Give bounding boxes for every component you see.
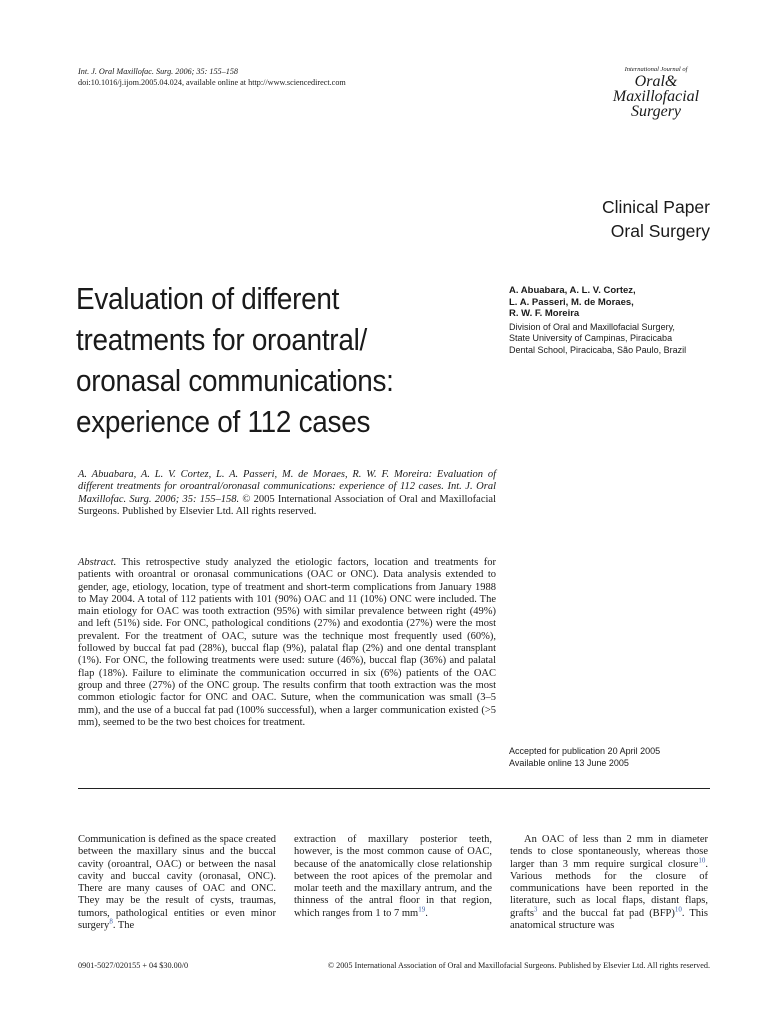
- citation-copyright: © 2005 International Association of Oral and Maxillofacial Surgeons. Published by Elsevier Ltd. All rights reserved.: [78, 493, 496, 517]
- publication-dates: [509, 746, 724, 769]
- journal-meta: [78, 66, 346, 88]
- journal-logo: [600, 66, 712, 119]
- accepted-date: Accepted for publication 20 April 2005: [509, 746, 661, 756]
- citation-italic: A. Abuabara, A. L. V. Cortez, L. A. Passeri, M. de Moraes, R. W. F. Moreira: Evaluation of different treatments for oroantral/oronasal communications: experience of 112 cases. Int. J. Oral Maxillofac. Surg. 2006; 35: 155–158.: [78, 469, 496, 505]
- body-column-1: [78, 834, 276, 932]
- author-names-line: A. Abuabara, A. L. V. Cortez,: [509, 285, 636, 296]
- body-text: and the buccal fat pad (BFP): [537, 907, 675, 919]
- article-title: Evaluation of different treatments for oroantral/ oronasal communications: experience of 112 cases: [76, 281, 394, 439]
- body-text: . Various methods for the closure of communications have been reported in the literature, such as local flaps, distant flaps, grafts: [510, 858, 708, 919]
- paper-type: Clinical Paper: [602, 197, 710, 217]
- body-text: . The: [112, 920, 135, 932]
- page-footer: [78, 960, 710, 971]
- reference-link[interactable]: 10: [674, 905, 682, 914]
- journal-citation: Int. J. Oral Maxillofac. Surg. 2006; 35: 155–158: [78, 67, 239, 76]
- logo-line3: Surgery: [630, 103, 682, 120]
- logo-pre: International Journal of: [624, 66, 688, 73]
- footer-code: 0901-5027/020155 + 04 $30.00/0: [78, 961, 189, 970]
- logo-line2: Maxillofacial: [612, 88, 700, 105]
- body-column-2: [294, 834, 492, 920]
- body-text: An OAC of less than 2 mm in diameter tends to close spontaneously, whereas those larger than 3 mm require surgical closure: [510, 834, 708, 870]
- reference-link[interactable]: 19: [418, 905, 426, 914]
- affiliation-line: Division of Oral and Maxillofacial Surgery,: [509, 321, 675, 332]
- citation-block: [78, 469, 496, 518]
- section-label: [602, 195, 710, 243]
- body-column-3: [510, 834, 708, 932]
- author-names-line: R. W. F. Moreira: [509, 308, 580, 319]
- affiliation-line: Dental School, Piracicaba, São Paulo, Brazil: [509, 344, 687, 355]
- affiliation-line: State University of Campinas, Piracicaba: [509, 333, 673, 343]
- author-names: [509, 285, 724, 320]
- body-text: Communication is defined as the space created between the maxillary sinus and the buccal cavity (oroantral, OAC) or between the nasal cavity and buccal cavity (oronasal, ONC). There are many causes of OAC and ONC. They may be the result of cysts, traumas, tumors, pathological entities or even minor surgery: [78, 834, 276, 932]
- doi-line[interactable]: doi:10.1016/j.ijom.2005.04.024, available online at http://www.sciencedirect.com: [78, 78, 346, 87]
- footer-copyright: © 2005 International Association of Oral and Maxillofacial Surgeons. Published by Elsevier Ltd. All rights reserved.: [327, 961, 710, 970]
- abstract-text: This retrospective study analyzed the etiologic factors, location and treatments for patients with oroantral or oronasal communications (OAC or ONC). Data analysis extended to gender, age, etiology, location, type of treatment and short-term complications from January 1988 to May 2004. A total of 112 patients with 101 (90%) OAC and 11 (10%) ONC were included. The main etiology for OAC was tooth extraction (95%) with similar prevalence between right (49%) and left (51%) side. For ONC, pathological conditions (27%) and exodontia (27%) were the most prevalent. For the treatment of OAC, suture was the technique most frequently used (60%), followed by buccal fat pad (28%), buccal flap (9%), palatal flap (2%) and one dental transplant (1%). For ONC, the following treatments were used: suture (46%), buccal flap (36%) and palatal flap (18%). Failure to eliminate the communication occurred in six (6%) patients of the OAC group and three (27%) of the ONC group. The results confirm that tooth extraction was the most common etiologic factor for ONC and OAC. Suture, when the communication was small (3–5 mm), and the use of a buccal fat pad (100% successful), when a larger communication existed (>5 mm), seemed to be the two best choices for treatment.: [78, 557, 496, 728]
- online-date: Available online 13 June 2005: [509, 757, 629, 768]
- reference-link[interactable]: 10: [698, 856, 706, 865]
- affiliation: [509, 322, 724, 357]
- body-text: . This anatomical structure was: [510, 907, 709, 932]
- authors-block: [509, 285, 724, 356]
- abstract: [78, 557, 496, 729]
- section-divider: [78, 788, 710, 789]
- body-text: .: [425, 907, 428, 919]
- abstract-lead: Abstract.: [78, 557, 117, 568]
- reference-link[interactable]: 8: [109, 917, 113, 926]
- reference-link[interactable]: 3: [533, 905, 538, 914]
- body-text: extraction of maxillary posterior teeth, however, is the most common cause of OAC, because of the anatomically close relationship between the root apices of the premolar and molar teeth and the maxillary antrum, and the thinness of the antral floor in that region, which ranges from 1 to 7 mm: [294, 834, 492, 919]
- author-names-line: L. A. Passeri, M. de Moraes,: [509, 296, 634, 308]
- paper-category: Oral Surgery: [610, 221, 710, 241]
- logo-line1: Oral&: [634, 73, 678, 90]
